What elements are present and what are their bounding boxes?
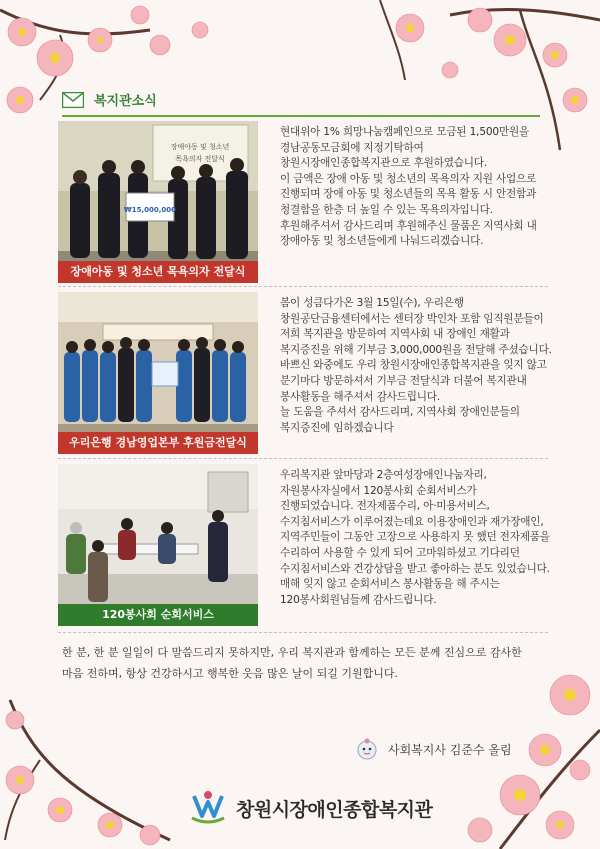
article-chair-donation (58, 121, 548, 283)
photo-volunteer-service (58, 464, 258, 626)
mascot-icon (356, 738, 378, 760)
article-divider (58, 458, 548, 459)
svg-text:목욕의자 전달식: 목욕의자 전달식 (175, 155, 225, 163)
header-rule (62, 115, 540, 117)
article-volunteer-service (58, 464, 548, 626)
photo-bank-donation-image (58, 292, 258, 454)
caption-chair-donation: 장애아동 및 청소년 목욕의자 전달식 (58, 261, 258, 283)
organization-name: 창원시장애인종합복지관 (236, 799, 433, 821)
caption-volunteer-service: 120봉사회 순회서비스 (58, 604, 258, 626)
mail-icon (62, 92, 84, 108)
article-text-bank-donation: 봄이 성큼다가온 3월 15일(수), 우리은행 창원공단금융센터에서는 센터장 박인차 포함 임직원분들이 저희 복지관을 방문하여 지역사회 내 장애인 재활과 복지증진을 위해 기부금 3,000,000원을 전달해 주셨습니다. 바쁘신 와중에도 우리 창원시장애인종합복지관을 잊지 않고 분기마다 방문하셔서 기부금 전달식과 더불어 복지관내 봉사활동을 해주셔서 감사드립니다. 늘 도움을 주셔서 감사드리며, 지역사회 장애인분들의 복지증진에 임하겠습니다 (280, 297, 552, 434)
signature-text: 사회복지사 김준수 올림 (388, 743, 512, 757)
photo-board-amount: ₩15,000,000 (123, 206, 177, 214)
article-text-chair-donation: 현대위아 1% 희망나눔캠페인으로 모금된 1,500만원을 경남공동모금회에 지정기탁하여 창원시장애인종합복지관으로 후원하였습니다. 이 금액은 장애 아동 및 청소년의 목욕의자 지원 사업으로 진행되며 장애 아동 및 청소년들의 목욕 활동 시 안전함과 청결함을 한층 더 높일 수 있는 목욕의자입니다. 후원해주셔서 감사드리며 후원해주신 물품은 지역사회 내 장애아동 및 청소년들에게 나눠드리겠습니다. (280, 126, 537, 248)
closing-message: 한 분, 한 분 일일이 다 말씀드리지 못하지만, 우리 복지관과 함께하는 모든 분께 진심으로 감사한 마음 전하며, 항상 건강하시고 행복한 웃음 많은 날이 되길 기원합니다. (62, 646, 522, 680)
photo-chair-donation (58, 121, 258, 283)
photo-chair-donation-image (58, 121, 258, 283)
organization-logo-icon (190, 790, 226, 824)
article-divider (58, 286, 548, 287)
article-divider (58, 632, 548, 633)
blossom-branch-top-left (0, 0, 240, 140)
signature (356, 738, 546, 762)
section-title: 복지관소식 (94, 94, 157, 109)
caption-bank-donation: 우리은행 경남영업본부 후원금전달식 (58, 432, 258, 454)
section-header (62, 88, 540, 114)
article-text-volunteer-service: 우리복지관 앞마당과 2층여성장애인나눔자리, 자원봉사자실에서 120봉사회 순회서비스가 진행되었습니다. 전자제품수리, 아·미용서비스, 수지침서비스가 이루어졌는데요 이용장애인과 재가장애인, 지역주민들이 그동안 고장으로 사용하지 못 했던 전자제품을 수리하여 사용할 수 있게 되어 고마워하셨고 기다리던 수지침서비스와 건강상담을 받고 좋아하는 분도 있었습니다. 매해 잊지 않고 순회서비스 봉사활동을 해 주시는 120봉사회원님들께 감사드립니다. (280, 469, 550, 606)
photo-volunteer-service-image (58, 464, 258, 626)
photo-banner-text: 장애아동 및 청소년 (170, 143, 230, 151)
article-bank-donation (58, 292, 552, 454)
photo-bank-donation (58, 292, 258, 454)
